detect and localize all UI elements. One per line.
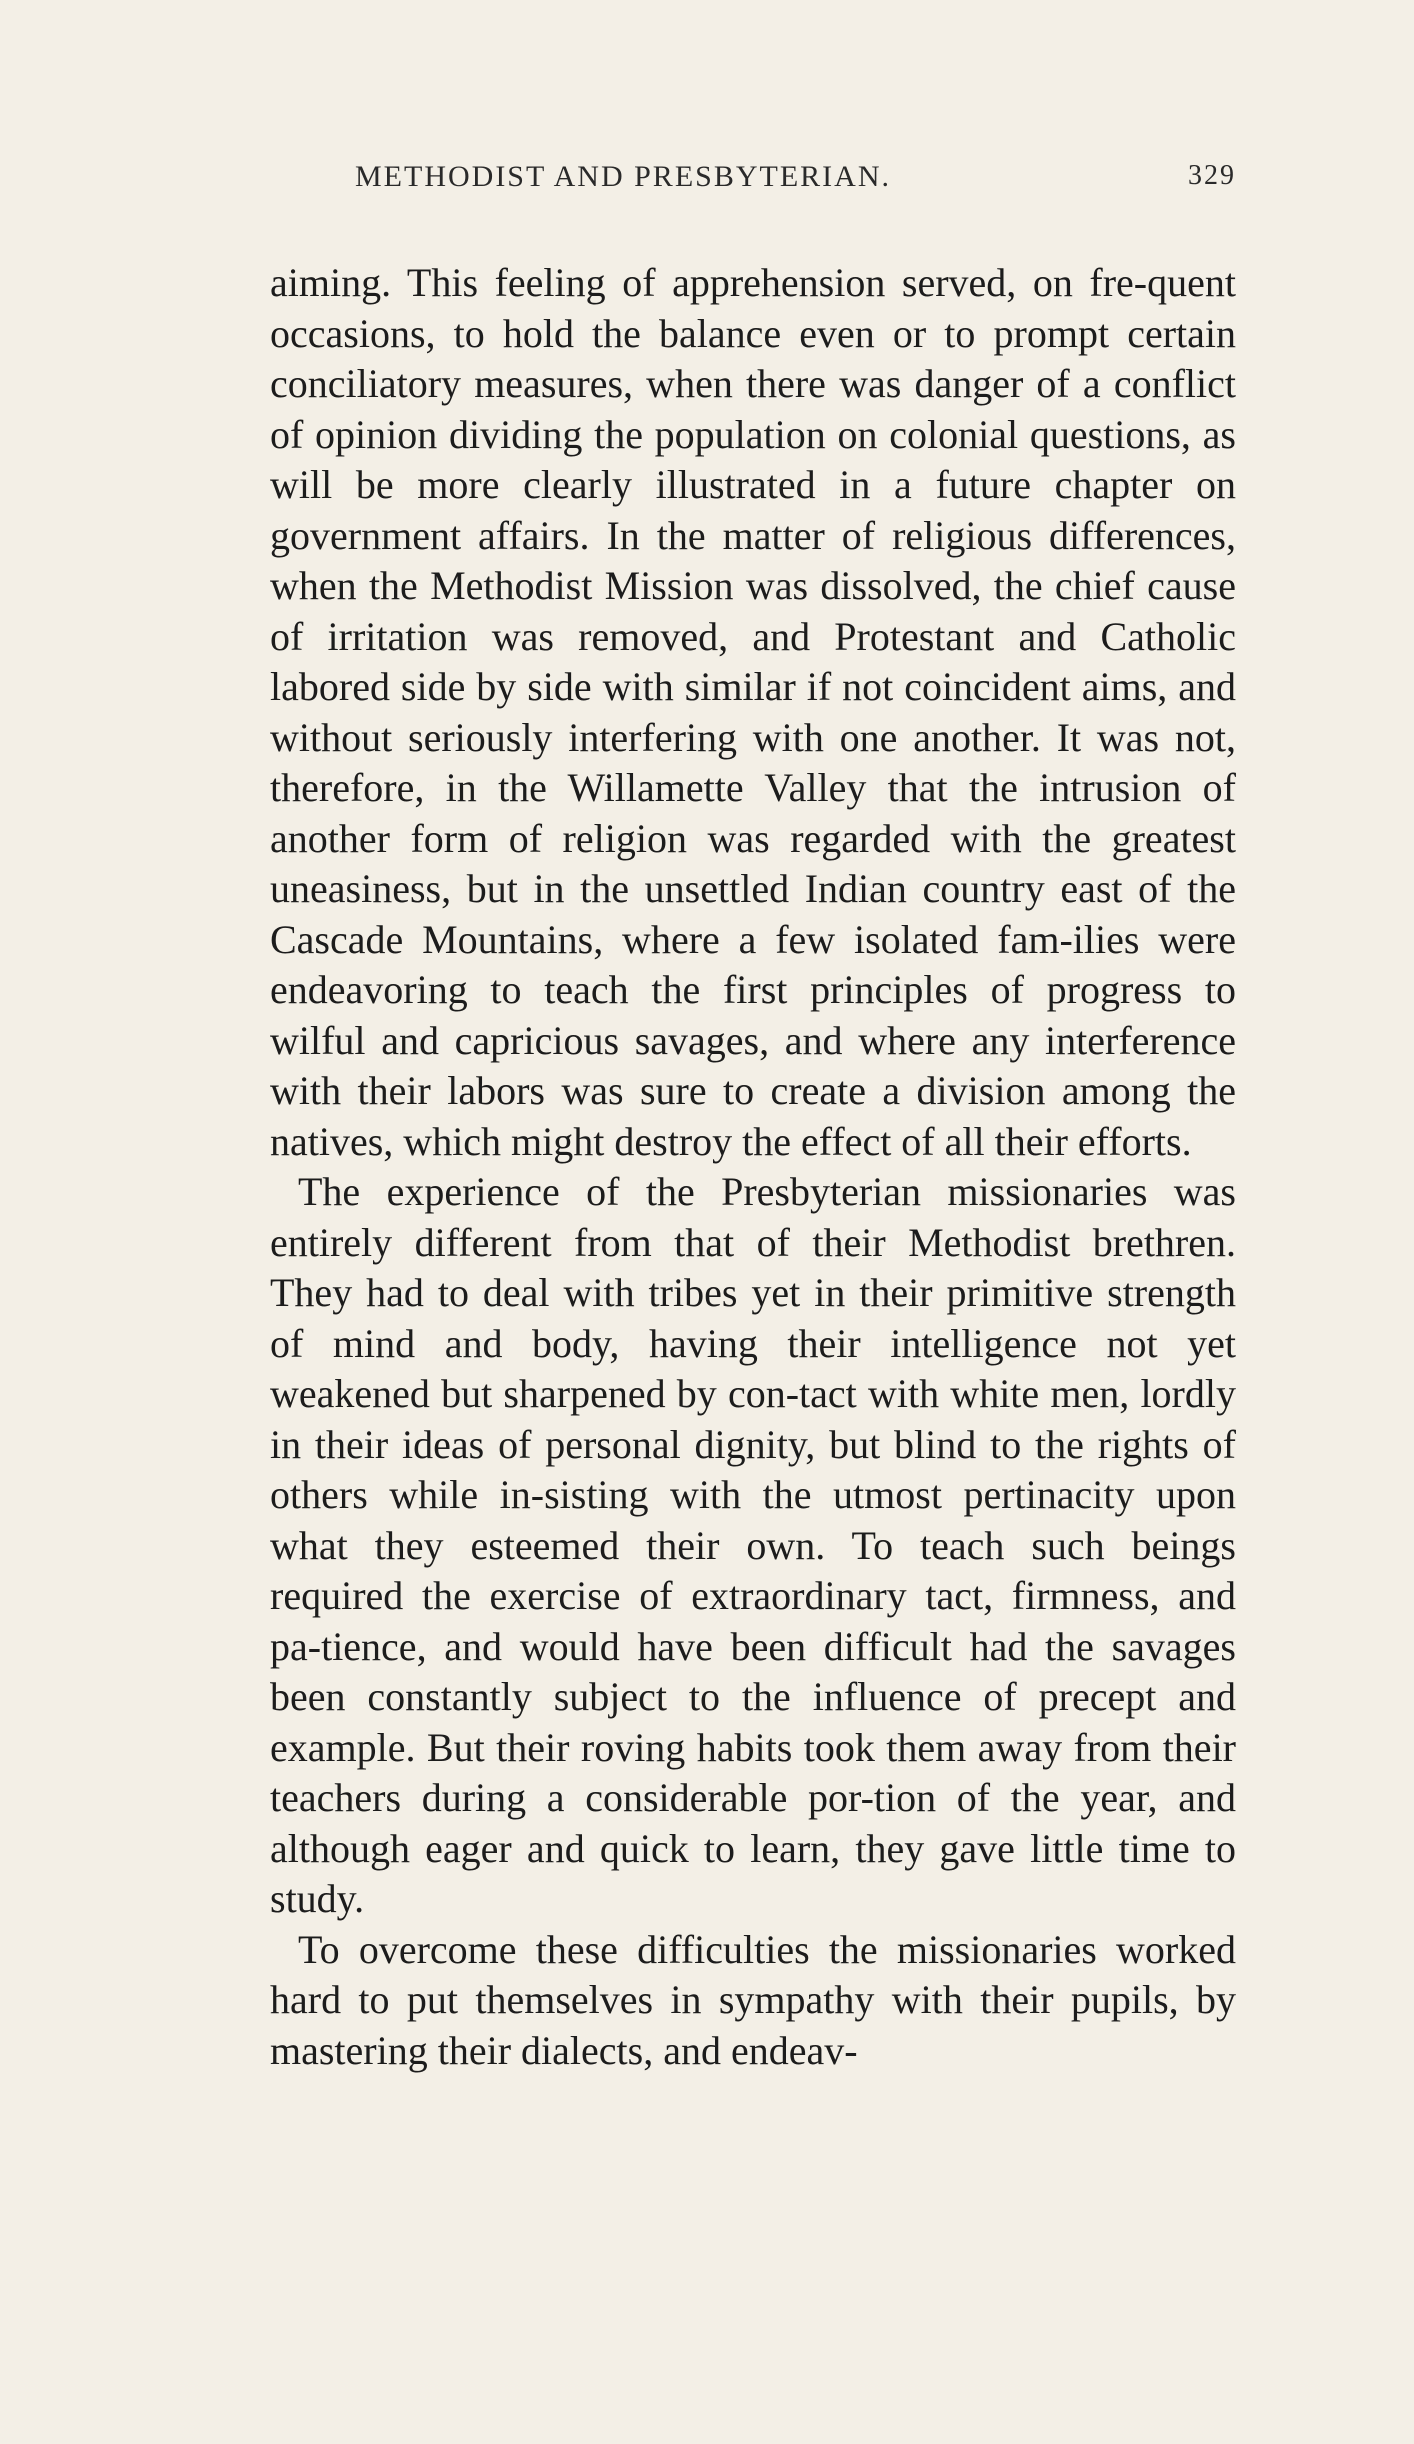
running-title: METHODIST AND PRESBYTERIAN. bbox=[355, 160, 891, 193]
running-head bbox=[270, 160, 1236, 204]
paragraph-presbyterian-experience: The experience of the Presbyterian missionaries was entirely different from that of their Methodist brethren. They had to deal with tribes yet in their primitive strength of mind and body, having their intelligence not yet weakened but sharpened by con-tact with white men, lordly in their ideas of personal dignity, but blind to the rights of others while in-sisting with the utmost pertinacity upon what they esteemed their own. To teach such beings required the exercise of extraordinary tact, firmness, and pa-tience, and would have been difficult had the savages been constantly subject to the influence of precept and example. But their roving habits took them away from their teachers during a considerable por-tion of the year, and although eager and quick to learn, they gave little time to study. bbox=[270, 1169, 1236, 1921]
paragraph-continued: aiming. This feeling of apprehension served, on fre-quent occasions, to hold the balance even or to prompt certain conciliatory measures, when there was danger of a conflict of opinion dividing the population on colonial questions, as will be more clearly illustrated in a future chapter on government affairs. In the matter of religious differences, when the Methodist Mission was dissolved, the chief cause of irritation was removed, and Protestant and Catholic labored side by side with similar if not coincident aims, and without seriously interfering with one another. It was not, therefore, in the Willamette Valley that the intrusion of another form of religion was regarded with the greatest uneasiness, but in the unsettled Indian country east of the Cascade Mountains, where a few isolated fam-ilies were endeavoring to teach the first principles of progress to wilful and capricious savages, and where any interference with their labors was sure to create a division among the natives, which might destroy the effect of all their efforts. bbox=[270, 260, 1236, 1164]
page-number: 329 bbox=[1188, 160, 1236, 191]
body-text bbox=[270, 258, 1236, 2076]
paragraph-overcoming-difficulties: To overcome these difficulties the missionaries worked hard to put themselves in sympathy with their pupils, by mastering their dialects, and endeav- bbox=[270, 1926, 1236, 2073]
